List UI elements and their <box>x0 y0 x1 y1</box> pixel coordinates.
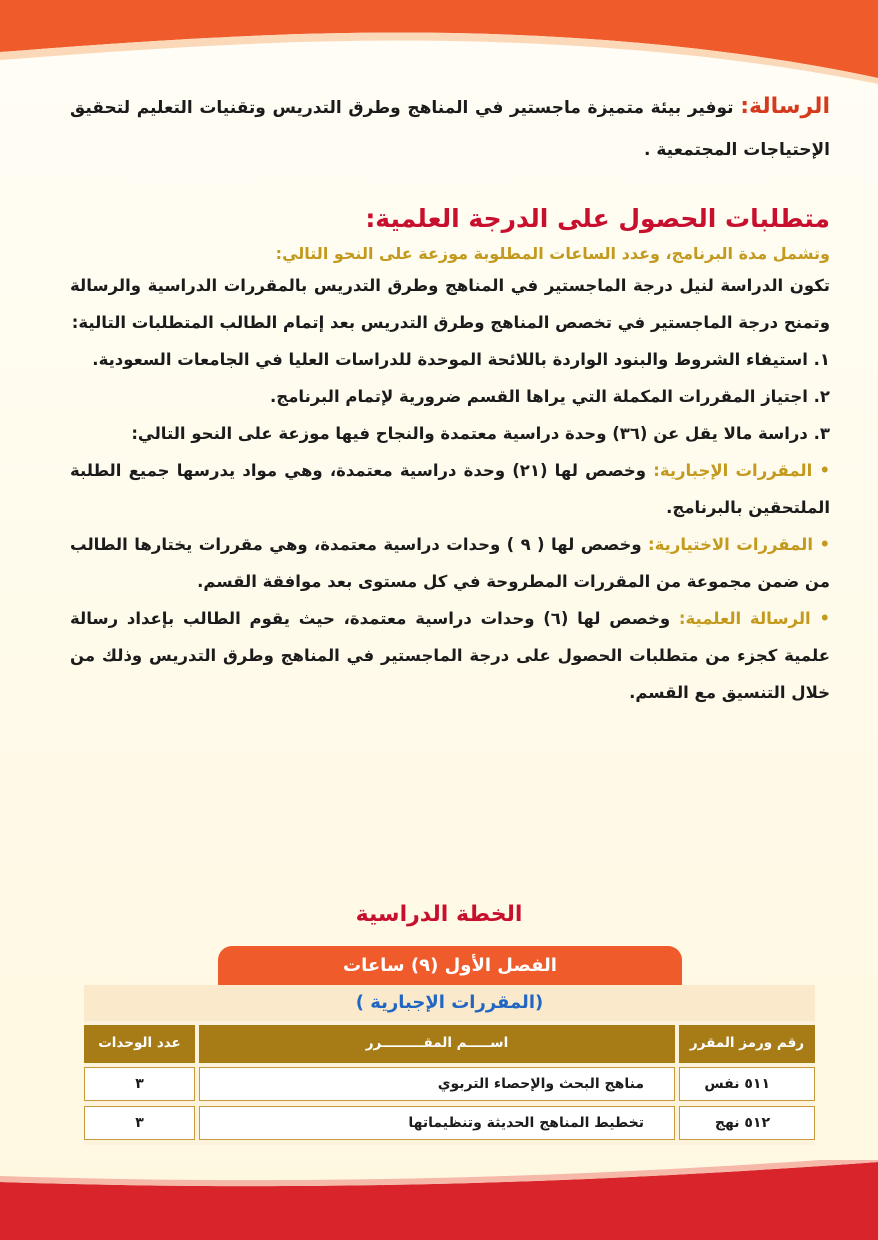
bullet-text: وخصص لها (٢١) وحدة دراسية معتمدة، وهي مواد يدرسها جميع الطلبة الملتحقين بالبرنامج. <box>70 461 830 517</box>
header-course-code: رقم ورمز المقرر <box>679 1025 815 1063</box>
table-row-2-name: تخطيط المناهج الحديثة وتنظيماتها <box>199 1106 675 1140</box>
mission-text: توفير بيئة متميزة ماجستير في المناهج وطرق التدريس وتقنيات التعليم لتحقيق الإحتياجات المجتمعية . <box>70 98 830 160</box>
requirements-intro: تكون الدراسة لنيل درجة الماجستير في المناهج وطرق التدريس بالمقررات الدراسية والرسالة وتمنح درجة الماجستير في تخصص المناهج وطرق التدريس بعد إتمام الطالب المتطلبات التالية: <box>70 276 830 332</box>
header-units: عدد الوحدات <box>84 1025 195 1063</box>
requirements-subtitle: وتشمل مدة البرنامج، وعدد الساعات المطلوبة موزعة على النحو التالي: <box>275 244 830 263</box>
bullet-dot: • <box>819 461 830 480</box>
requirement-item-2: ٢. اجتياز المقررات المكملة التي يراها القسم ضرورية لإتمام البرنامج. <box>270 387 830 406</box>
bullet-dot: • <box>819 535 830 554</box>
top-decorative-band <box>0 0 878 100</box>
bullet-elective-courses <box>70 526 830 600</box>
bullet-label: الرسالة العلمية: <box>678 609 811 628</box>
header-course-name: اســـــم المقـــــــــرر <box>199 1025 675 1063</box>
mission-statement <box>70 86 830 171</box>
requirement-item-1: ١. استيفاء الشروط والبنود الواردة باللائحة الموحدة للدراسات العليا في الجامعات السعودية. <box>92 350 830 369</box>
table-row-2-units: ٣ <box>84 1106 195 1140</box>
course-group-title: (المقررات الإجبارية ) <box>84 985 815 1021</box>
bullet-thesis <box>70 600 830 711</box>
table-row-1-units: ٣ <box>84 1067 195 1101</box>
mission-label: الرسالة: <box>740 94 830 119</box>
table-row-1-name: مناهج البحث والإحصاء التربوي <box>199 1067 675 1101</box>
requirement-item-3: ٣. دراسة مالا يقل عن (٣٦) وحدة دراسية معتمدة والنجاح فيها موزعة على النحو التالي: <box>131 424 830 443</box>
table-row-1-code: ٥١١ نفس <box>679 1067 815 1101</box>
study-plan-title: الخطة الدراسية <box>355 902 523 927</box>
bullet-mandatory-courses <box>70 452 830 526</box>
main-content <box>70 86 830 711</box>
bullet-label: المقررات الاختيارية: <box>648 535 814 554</box>
bullet-text: وخصص لها (٦) وحدات دراسية معتمدة، حيث يقوم الطالب بإعداد رسالة علمية كجزء من متطلبات الحصول على درجة الماجستير في المناهج وطرق التدريس وذلك من خلال التنسيق مع القسم. <box>70 609 830 702</box>
bottom-decorative-band <box>0 1160 878 1240</box>
table-row-2-code: ٥١٢ نهج <box>679 1106 815 1140</box>
semester-tab: الفصل الأول (٩) ساعات <box>218 946 682 986</box>
courses-table <box>84 985 815 1145</box>
bullet-label: المقررات الإجبارية: <box>653 461 813 480</box>
bullet-text: وخصص لها ( ٩ ) وحدات دراسية معتمدة، وهي مقررات يختارها الطالب من ضمن مجموعة من المقررات المطروحة في كل مستوى بعد موافقة القسم. <box>70 535 830 591</box>
bullet-dot: • <box>819 609 830 628</box>
requirements-title: متطلبات الحصول على الدرجة العلمية: <box>365 204 830 233</box>
